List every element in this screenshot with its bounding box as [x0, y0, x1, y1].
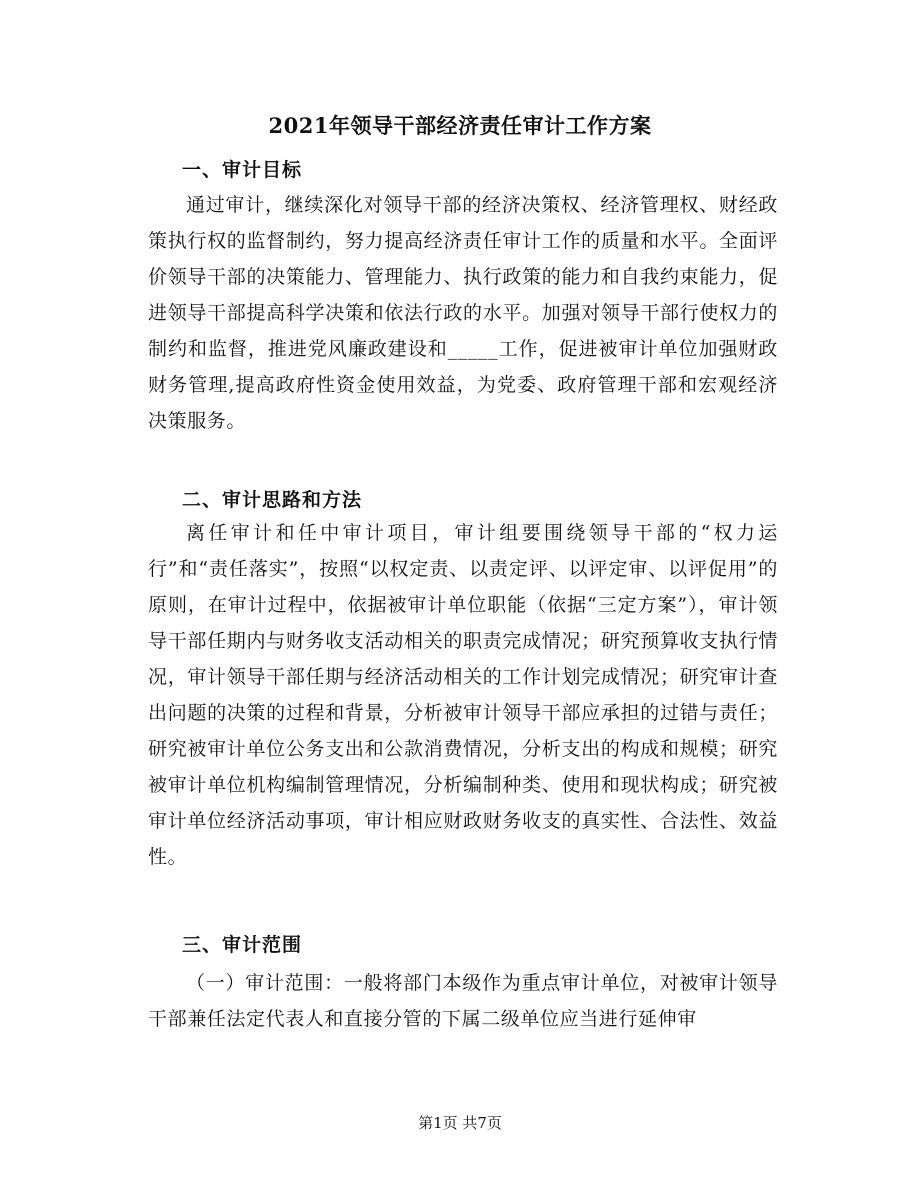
document-title: 2021年领导干部经济责任审计工作方案 [268, 113, 652, 138]
section-paragraph-approach: 离任审计和任中审计项目，审计组要围绕领导干部的“权力运行”和“责任落实”，按照“以权定责、以责定评、以评定审、以评促用”的原则，在审计过程中，依据被审计单位职能（依据“三定方案”），审计领导干部任期内与财务收支活动相关的职责完成情况；研究预算收支执行情况，审计领导干部任期与经济活动相关的工作计划完成情况；研究审计查出问题的决策的过程和背景，分析被审计领导干部应承担的过错与责任；研究被审计单位公务支出和公款消费情况，分析支出的构成和规模；研究被审计单位机构编制管理情况，分析编制种类、使用和现状构成；研究被审计单位经济活动事项，审计相应财政财务收支的真实性、合法性、效益性。 [148, 522, 778, 868]
section-heading-goals: 一、审计目标 [182, 159, 303, 181]
section-paragraph-goals: 通过审计，继续深化对领导干部的经济决策权、经济管理权、财经政策执行权的监督制约，努力提高经济责任审计工作的质量和水平。全面评价领导干部的决策能力、管理能力、执行政策的能力和自我约束能力，促进领导干部提高科学决策和依法行政的水平。加强对领导干部行使权力的制约和监督，推进党风廉政建设和_____工作，促进被审计单位加强财政财务管理,提高政府性资金使用效益，为党委、政府管理干部和宏观经济决策服务。 [148, 194, 778, 432]
section-heading-scope: 三、审计范围 [182, 934, 303, 956]
section-heading-approach: 二、审计思路和方法 [182, 489, 363, 511]
page-number-footer: 第1页 共7页 [418, 1114, 502, 1132]
section-paragraph-scope: （一）审计范围：一般将部门本级作为重点审计单位，对被审计领导干部兼任法定代表人和直接分管的下属二级单位应当进行延伸审 [148, 972, 778, 1030]
